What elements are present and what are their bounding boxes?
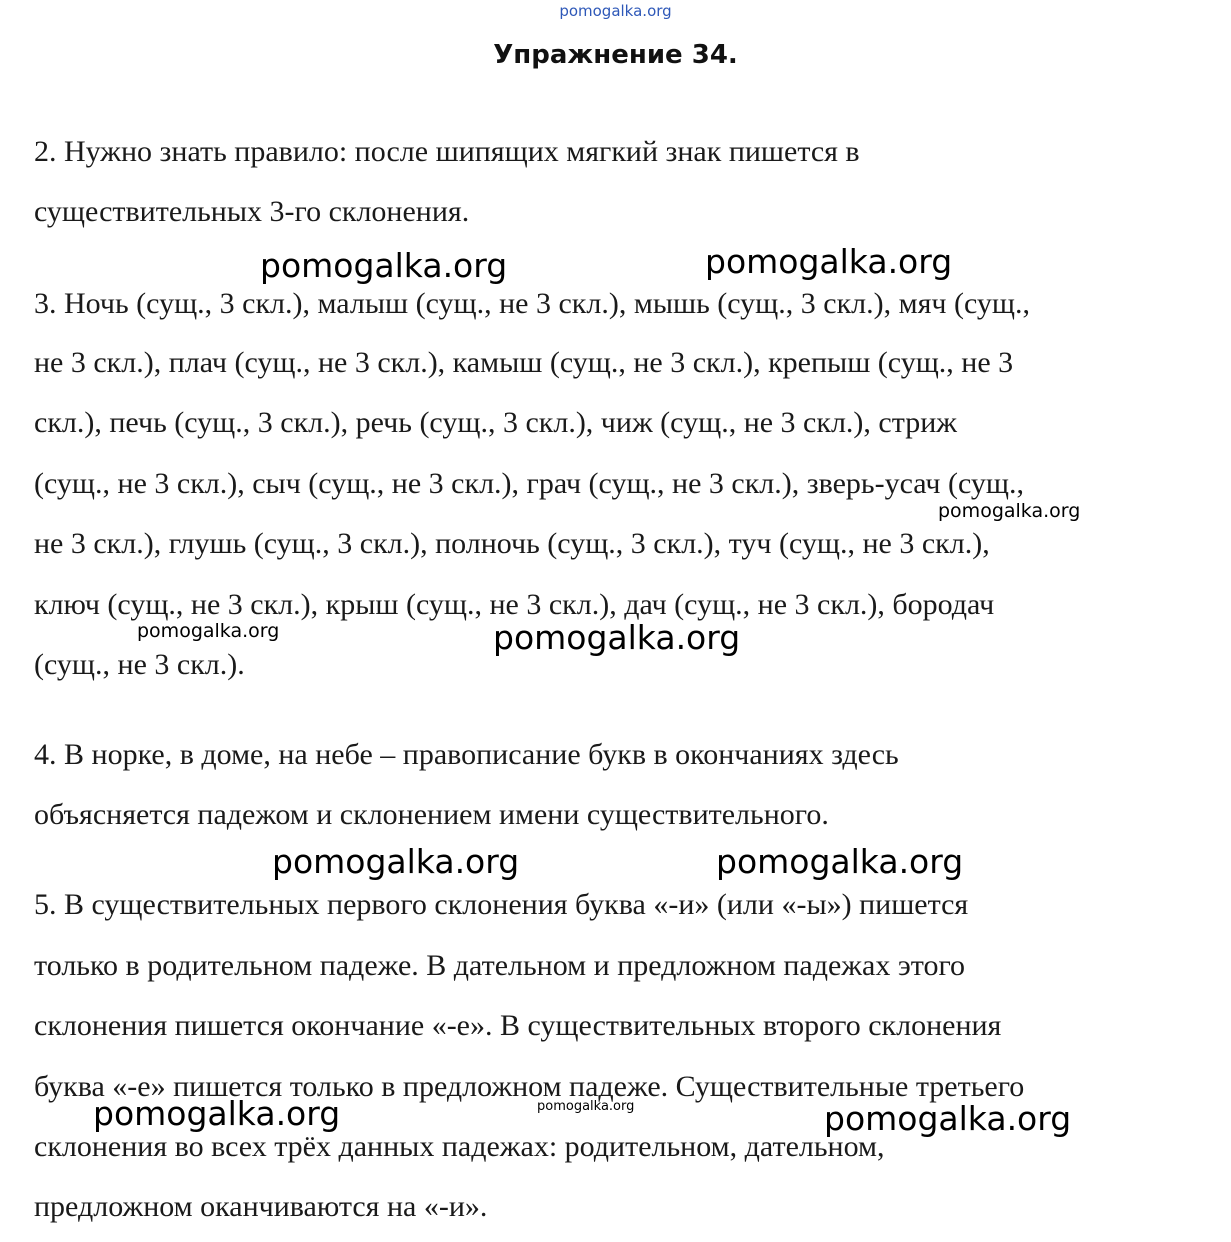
p4-line-2: объясняется падежом и склонением имени существительного. — [34, 798, 829, 831]
watermark: pomogalka.org — [824, 1099, 1072, 1138]
p2-line-2: существительных 3-го склонения. — [34, 195, 470, 228]
watermark: pomogalka.org — [93, 1094, 341, 1133]
p3-line-3: скл.), печь (сущ., 3 скл.), речь (сущ., 3 скл.), чиж (сущ., не 3 скл.), стриж — [34, 406, 957, 439]
watermark: pomogalka.org — [272, 842, 520, 881]
watermark: pomogalka.org — [260, 246, 508, 285]
watermark: pomogalka.org — [938, 500, 1081, 522]
p5-line-1: 5. В существительных первого склонения буква «-и» (или «-ы») пишется — [34, 888, 969, 921]
p3-line-7: (сущ., не 3 скл.). — [34, 648, 245, 681]
p5-line-5: склонения во всех трёх данных падежах: родительном, дательном, — [34, 1130, 885, 1163]
watermark: pomogalka.org — [493, 618, 741, 657]
watermark: pomogalka.org — [716, 842, 964, 881]
watermark: pomogalka.org — [137, 620, 280, 642]
p3-line-6: ключ (сущ., не 3 скл.), крыш (сущ., не 3 скл.), дач (сущ., не 3 скл.), бородач — [34, 588, 995, 621]
p5-line-4: буква «-е» пишется только в предложном падеже. Существительные третьего — [34, 1070, 1025, 1103]
p3-line-5: не 3 скл.), глушь (сущ., 3 скл.), полночь (сущ., 3 скл.), туч (сущ., не 3 скл.), — [34, 527, 990, 560]
p3-line-4: (сущ., не 3 скл.), сыч (сущ., не 3 скл.), грач (сущ., не 3 скл.), зверь-усач (сущ., — [34, 467, 1024, 500]
p2-line-1: 2. Нужно знать правило: после шипящих мягкий знак пишется в — [34, 135, 860, 168]
exercise-title: Упражнение 34. — [493, 40, 738, 70]
p3-line-1: 3. Ночь (сущ., 3 скл.), малыш (сущ., не 3 скл.), мышь (сущ., 3 скл.), мяч (сущ., — [34, 287, 1031, 320]
site-label: pomogalka.org — [559, 2, 672, 20]
watermark: pomogalka.org — [537, 1099, 635, 1114]
watermark: pomogalka.org — [705, 242, 953, 281]
p3-line-2: не 3 скл.), плач (сущ., не 3 скл.), камыш (сущ., не 3 скл.), крепыш (сущ., не 3 — [34, 346, 1014, 379]
p4-line-1: 4. В норке, в доме, на небе – правописание букв в окончаниях здесь — [34, 738, 899, 771]
p5-line-6: предложном оканчиваются на «-и». — [34, 1190, 488, 1223]
p5-line-2: только в родительном падеже. В дательном и предложном падежах этого — [34, 949, 965, 982]
p5-line-3: склонения пишется окончание «-е». В существительных второго склонения — [34, 1009, 1002, 1042]
